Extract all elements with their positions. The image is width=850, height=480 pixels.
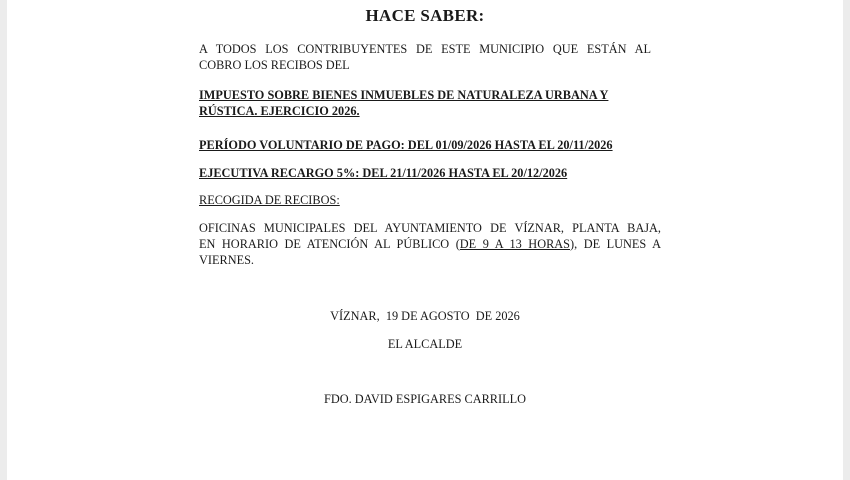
collection-title: RECOGIDA DE RECIBOS: [199, 193, 340, 207]
intro-line-2: COBRO LOS RECIBOS DEL [199, 58, 350, 72]
notice-heading: HACE SABER: [365, 6, 485, 25]
executive-period: EJECUTIVA RECARGO 5%: DEL 21/11/2026 HASTA EL 20/12/2026 [199, 166, 568, 180]
offices-line-2-after: ), DE LUNES A [570, 237, 662, 251]
notice-page [7, 0, 843, 480]
intro-paragraph [199, 41, 651, 73]
offices-paragraph [199, 220, 661, 268]
office-hours: DE 9 A 13 HORAS [459, 237, 570, 251]
offices-line-2-before: EN HORARIO DE ATENCIÓN AL PÚBLICO ( [199, 237, 460, 251]
signature-line: FDO. DAVID ESPIGARES CARRILLO [323, 392, 526, 406]
offices-line-2 [199, 236, 661, 252]
offices-line-1: OFICINAS MUNICIPALES DEL AYUNTAMIENTO DE VÍZNAR, PLANTA BAJA, [199, 221, 661, 235]
tax-title [199, 87, 639, 119]
voluntary-period: PERÍODO VOLUNTARIO DE PAGO: DEL 01/09/2026 HASTA EL 20/11/2026 [199, 138, 613, 152]
tax-title-line-1: IMPUESTO SOBRE BIENES INMUEBLES DE NATURALEZA URBANA Y [199, 88, 609, 102]
intro-line-1: A TODOS LOS CONTRIBUYENTES DE ESTE MUNICIPIO QUE ESTÁN AL [199, 42, 651, 56]
date-line: VÍZNAR, 19 DE AGOSTO DE 2026 [330, 309, 520, 323]
offices-line-3: VIERNES. [199, 253, 254, 267]
mayor-title: EL ALCALDE [387, 337, 463, 351]
tax-title-line-2: RÚSTICA. EJERCICIO 2026. [199, 104, 360, 118]
